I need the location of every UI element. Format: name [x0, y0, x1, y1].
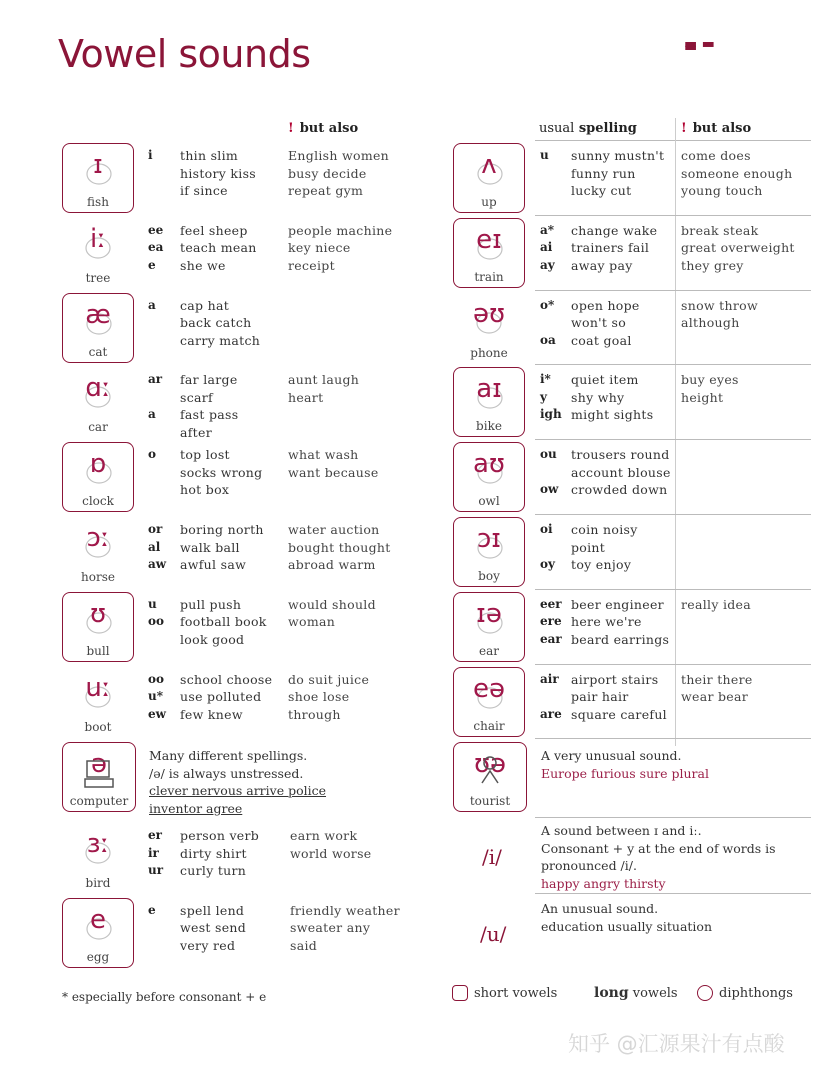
exception-line: snow throw — [681, 297, 758, 313]
spelling-pattern: ew — [148, 706, 166, 721]
example-line: history kiss — [180, 165, 257, 181]
u-short-symbol: /u/ — [480, 922, 507, 946]
exception-line: earn work — [290, 828, 358, 843]
header-text: but also — [299, 121, 359, 136]
spelling-pattern: o* — [540, 297, 555, 312]
desc-line: pronounced /i/. — [541, 858, 637, 873]
example-line: shy why — [571, 389, 625, 405]
example-words — [180, 596, 267, 649]
key-word: bike — [476, 419, 502, 434]
picture-box — [62, 367, 134, 437]
picture-box — [453, 592, 525, 662]
row-rule — [535, 215, 811, 216]
footnote: * especially before consonant + e — [62, 990, 267, 1004]
example-line: lucky cut — [571, 183, 632, 198]
phoneme-symbol: iː — [90, 223, 106, 254]
exception-line: through — [288, 706, 341, 722]
usual-spelling — [540, 147, 549, 165]
example-line: fast pass — [180, 407, 239, 423]
but-also-words — [681, 371, 739, 406]
example-line: trousers round — [571, 447, 670, 463]
phoneme-symbol: aʊ — [473, 449, 505, 480]
picture-box — [453, 293, 525, 363]
usual-spelling — [148, 827, 163, 880]
picture-box — [62, 517, 134, 587]
exception-line: would should — [288, 596, 376, 612]
phoneme-symbol: ɔː — [86, 523, 110, 553]
phoneme-symbol: ʊə — [473, 749, 507, 779]
usual-spelling — [540, 596, 562, 649]
example-line: back catch — [180, 315, 252, 331]
exception-line: world worse — [290, 845, 372, 861]
example-line: hot box — [180, 482, 230, 498]
header-usual: usual — [539, 121, 575, 136]
example-words — [180, 902, 246, 955]
desc-line: education usually situation — [541, 918, 713, 934]
exception-line: come does — [681, 148, 751, 163]
desc-line: /ə/ is always unstressed. — [149, 765, 304, 781]
usual-spelling — [148, 371, 162, 424]
example-line: quiet item — [571, 372, 639, 388]
example-words — [571, 371, 653, 424]
picture-box — [453, 742, 527, 812]
spelling-pattern: i* — [540, 372, 551, 387]
picture-box — [62, 293, 134, 363]
usual-spelling — [148, 222, 163, 275]
spelling-pattern: are — [540, 706, 562, 721]
exception-line: people machine — [288, 222, 393, 238]
example-line: trainers fail — [571, 240, 650, 256]
example-line: awful saw — [180, 557, 247, 572]
usual-spelling — [148, 596, 164, 631]
right-but-also-header — [681, 121, 751, 136]
header-text: but also — [692, 121, 752, 136]
example-words — [180, 446, 262, 499]
desc-line: Europe furious sure plural — [541, 765, 709, 781]
schwa-description — [149, 747, 326, 817]
left-but-also-header — [288, 121, 358, 136]
spelling-pattern: ou — [540, 447, 557, 462]
picture-box — [62, 667, 134, 737]
picture-box — [453, 218, 525, 288]
key-word: cat — [88, 344, 108, 359]
picture-box — [62, 823, 134, 893]
spelling-pattern: ea — [148, 240, 164, 255]
spelling-pattern: oi — [540, 522, 553, 536]
picture-box — [62, 143, 134, 213]
example-line: crowded down — [571, 482, 668, 498]
spelling-pattern — [148, 389, 162, 407]
spelling-pattern: i — [148, 148, 153, 162]
example-words — [180, 222, 257, 275]
watermark: 知乎 @汇源果汁有点酸 — [568, 1032, 785, 1056]
row-rule — [535, 514, 811, 515]
spelling-pattern: igh — [540, 407, 562, 422]
usual-spelling — [148, 297, 156, 315]
example-words — [571, 671, 667, 724]
usual-spelling — [148, 671, 166, 724]
example-line: might sights — [571, 407, 654, 423]
exception-line: aunt laugh — [288, 372, 360, 388]
example-line: school choose — [180, 671, 273, 687]
phoneme-symbol: ʌ — [481, 150, 497, 180]
key-word: horse — [81, 570, 115, 584]
short-vowel-swatch — [452, 985, 468, 1001]
phoneme-symbol: ɜː — [86, 829, 110, 859]
desc-line: inventor agree — [149, 800, 243, 816]
phoneme-symbol: ə — [91, 749, 107, 779]
row-rule — [535, 439, 811, 440]
usual-spelling — [540, 446, 558, 499]
exception-line: their there — [681, 671, 753, 687]
legend-short — [452, 985, 557, 1001]
example-line: sunny mustn't — [571, 148, 665, 163]
usual-spelling — [540, 222, 555, 275]
example-words — [571, 596, 669, 649]
picture-box — [453, 367, 525, 437]
example-line: look good — [180, 631, 245, 647]
but-also-words — [288, 371, 359, 406]
exception-line: friendly weather — [290, 902, 400, 918]
legend-long — [594, 985, 678, 1001]
column-divider — [675, 118, 676, 746]
page-number-fragment: ▬ ▬ ▬ — [684, 42, 715, 50]
example-words — [180, 147, 256, 200]
spelling-pattern — [540, 539, 555, 557]
usual-spelling — [148, 147, 153, 165]
row-rule — [535, 290, 811, 291]
usual-spelling — [148, 521, 166, 574]
exception-line: wear bear — [681, 689, 749, 705]
usual-spelling — [148, 446, 156, 464]
exception-line: receipt — [288, 257, 335, 273]
example-line: football book — [180, 614, 267, 630]
example-line: boring north — [180, 522, 264, 537]
but-also-words — [290, 902, 400, 955]
spelling-pattern — [540, 314, 556, 332]
page-title: Vowel sounds — [58, 32, 311, 76]
exception-line: buy eyes — [681, 372, 739, 388]
example-line: toy enjoy — [571, 557, 632, 572]
phoneme-symbol: e — [90, 904, 106, 935]
example-line: use polluted — [180, 689, 262, 705]
example-words — [180, 827, 259, 880]
picture-box — [453, 442, 525, 512]
phoneme-symbol: ʊ — [89, 598, 107, 629]
example-line: airport stairs — [571, 671, 659, 687]
key-word: tree — [85, 270, 111, 285]
key-word: car — [88, 420, 108, 435]
example-line: very red — [180, 937, 236, 953]
example-line: away pay — [571, 257, 633, 273]
key-word: train — [474, 269, 504, 284]
row-rule — [535, 589, 811, 590]
example-words — [180, 521, 264, 574]
example-line: spell lend — [180, 902, 245, 918]
example-words — [180, 371, 238, 441]
key-word: up — [481, 195, 497, 209]
key-word: computer — [69, 794, 129, 808]
spelling-pattern: u — [540, 148, 549, 162]
exception-line: great overweight — [681, 240, 795, 256]
spelling-pattern: y — [540, 389, 547, 404]
phoneme-symbol: æ — [85, 299, 111, 330]
row-rule — [535, 364, 811, 365]
spelling-pattern: ai — [540, 240, 553, 255]
but-also-words — [288, 222, 392, 275]
exception-line: break steak — [681, 222, 759, 238]
but-also-words — [290, 827, 372, 862]
picture-box — [453, 143, 525, 213]
spelling-pattern: al — [148, 539, 161, 554]
key-word: tourist — [469, 794, 511, 808]
desc-line: happy angry thirsty — [541, 875, 666, 891]
row-rule — [535, 817, 811, 818]
but-also-words — [288, 596, 376, 631]
usual-spelling — [540, 297, 556, 350]
legend-label-bold: long — [594, 985, 629, 1001]
key-word: ear — [479, 643, 499, 658]
example-line: carry match — [180, 332, 261, 348]
spelling-pattern — [540, 464, 558, 482]
key-word: boot — [84, 719, 112, 734]
spelling-pattern: air — [540, 671, 559, 686]
example-line: pair hair — [571, 689, 629, 705]
picture-box — [453, 517, 525, 587]
example-line: scarf — [180, 389, 213, 405]
legend-label: short vowels — [474, 985, 558, 1001]
example-line: socks wrong — [180, 464, 263, 480]
spelling-pattern: e — [148, 257, 156, 272]
usual-spelling — [540, 521, 555, 574]
exception-line: sweater any — [290, 920, 371, 936]
exception-line: really idea — [681, 596, 752, 612]
phoneme-symbol: aɪ — [476, 374, 502, 405]
spelling-pattern: ay — [540, 257, 555, 272]
example-line: beard earrings — [571, 631, 670, 647]
example-line: she we — [180, 257, 226, 273]
example-line: curly turn — [180, 863, 247, 878]
example-words — [571, 521, 638, 574]
example-line: square careful — [571, 706, 667, 722]
bang-mark: ! — [288, 121, 294, 136]
desc-line: clever nervous arrive police — [149, 783, 327, 798]
phoneme-symbol: eɪ — [476, 224, 502, 255]
exception-line: want because — [288, 464, 379, 480]
spelling-pattern: ere — [540, 614, 562, 629]
i-short-symbol: /i/ — [482, 845, 502, 869]
desc-line: Consonant + y at the end of words is — [541, 840, 776, 856]
phoneme-symbol: əʊ — [472, 298, 506, 329]
desc-line: A very unusual sound. — [541, 748, 682, 763]
exception-line: busy decide — [288, 165, 367, 181]
picture-box — [62, 592, 134, 662]
key-word: bull — [86, 643, 110, 658]
spelling-pattern: er — [148, 828, 162, 842]
exception-line: do suit juice — [288, 671, 370, 687]
exception-line: height — [681, 389, 724, 405]
spelling-pattern: oy — [540, 557, 555, 571]
header-spelling: spelling — [578, 121, 637, 136]
example-line: coin noisy — [571, 522, 638, 537]
exception-line: shoe lose — [288, 689, 350, 705]
example-words — [571, 446, 671, 499]
spelling-pattern: eer — [540, 596, 562, 611]
example-line: cap hat — [180, 297, 230, 313]
exception-line: woman — [288, 614, 336, 630]
bang-mark: ! — [681, 121, 687, 136]
phoneme-symbol: ɒ — [89, 449, 107, 480]
example-words — [180, 671, 272, 724]
example-line: thin slim — [180, 148, 239, 163]
but-also-words — [681, 147, 792, 200]
desc-line: An unusual sound. — [541, 901, 659, 916]
usual-spelling — [540, 671, 562, 724]
example-line: west send — [180, 920, 247, 936]
example-line: few knew — [180, 706, 243, 722]
phoneme-symbol: ɪə — [476, 598, 502, 629]
but-also-words — [288, 521, 391, 574]
spelling-pattern: ee — [148, 222, 164, 237]
picture-box — [62, 742, 136, 812]
example-line: walk ball — [180, 539, 240, 555]
spelling-pattern: a — [148, 297, 156, 312]
but-also-words — [681, 222, 795, 275]
key-word: boy — [478, 569, 500, 583]
exception-line: although — [681, 315, 740, 331]
spelling-pattern: or — [148, 522, 163, 536]
spelling-pattern: e — [148, 902, 156, 917]
example-line: top lost — [180, 447, 230, 463]
key-word: phone — [470, 345, 508, 360]
usual-spelling — [148, 902, 156, 920]
spelling-pattern: o — [148, 447, 157, 462]
spelling-pattern: aw — [148, 557, 167, 571]
example-words — [571, 222, 657, 275]
phoneme-symbol: uː — [85, 672, 111, 703]
spelling-pattern: a — [148, 407, 156, 422]
exception-line: bought thought — [288, 539, 391, 555]
key-word: owl — [478, 494, 500, 509]
spelling-pattern: oa — [540, 332, 556, 347]
desc-line: A sound between ɪ and iː. — [541, 823, 702, 838]
example-line: funny run — [571, 165, 636, 181]
tourist-icon — [472, 753, 508, 787]
exception-line: repeat gym — [288, 183, 364, 198]
key-word: clock — [82, 494, 114, 509]
row-rule — [535, 664, 811, 665]
but-also-words — [288, 446, 379, 481]
spelling-pattern: u* — [148, 689, 163, 704]
phoneme-symbol: eə — [473, 673, 505, 704]
key-word: bird — [85, 876, 111, 890]
example-line: beer engineer — [571, 596, 664, 612]
exception-line: young touch — [681, 183, 763, 198]
picture-box — [62, 442, 134, 512]
u-short-description — [541, 900, 712, 935]
phoneme-symbol: ɔɪ — [477, 524, 501, 554]
but-also-words — [288, 147, 389, 200]
example-line: here we're — [571, 614, 642, 630]
key-word: fish — [87, 195, 109, 209]
example-line: dirty shirt — [180, 845, 247, 861]
example-line: change wake — [571, 222, 658, 238]
usual-spelling — [540, 371, 562, 424]
spelling-pattern: u — [148, 596, 157, 611]
example-line: coat goal — [571, 332, 632, 348]
but-also-words — [681, 671, 753, 706]
example-line: far large — [180, 372, 238, 388]
picture-box — [62, 218, 134, 288]
example-words — [180, 297, 260, 350]
exception-line: what wash — [288, 447, 359, 463]
spelling-pattern — [540, 688, 562, 706]
spelling-pattern: ur — [148, 863, 164, 877]
exception-line: said — [290, 937, 318, 953]
example-line: feel sheep — [180, 222, 248, 238]
spelling-pattern: a* — [540, 222, 555, 237]
legend-label: vowels — [632, 985, 678, 1001]
example-line: won't so — [571, 315, 627, 331]
key-word: egg — [86, 949, 110, 964]
exception-line: heart — [288, 389, 324, 405]
exception-line: key niece — [288, 240, 351, 256]
row-rule — [535, 738, 811, 739]
example-line: pull push — [180, 596, 242, 612]
but-also-words — [681, 297, 758, 332]
spelling-pattern: oo — [148, 614, 165, 629]
phoneme-symbol: ɪ — [93, 150, 103, 180]
spelling-pattern: ow — [540, 482, 559, 497]
exception-line: abroad warm — [288, 557, 376, 572]
exception-line: English women — [288, 148, 390, 163]
example-line: if since — [180, 183, 228, 198]
picture-box — [453, 667, 525, 737]
key-word: chair — [473, 718, 505, 733]
example-words — [571, 297, 640, 350]
i-short-description — [541, 822, 776, 892]
picture-box — [62, 898, 134, 968]
example-line: person verb — [180, 828, 260, 843]
header-rule — [535, 140, 811, 141]
spelling-pattern: ar — [148, 372, 163, 387]
legend-label: diphthongs — [719, 985, 793, 1001]
computer-icon — [81, 757, 117, 791]
usual-spelling-header — [539, 121, 637, 136]
example-line: after — [180, 424, 212, 440]
exception-line: someone enough — [681, 165, 793, 181]
exception-line: they grey — [681, 257, 744, 273]
row-rule — [535, 893, 811, 894]
exception-line: water auction — [288, 522, 380, 537]
example-line: point — [571, 539, 606, 555]
legend-diphthongs — [697, 985, 793, 1001]
diphthong-swatch — [697, 985, 713, 1001]
but-also-words — [288, 671, 369, 724]
spelling-pattern: ir — [148, 845, 159, 860]
but-also-words — [681, 596, 751, 614]
example-line: teach mean — [180, 240, 257, 256]
spelling-pattern: ear — [540, 631, 562, 646]
example-words — [571, 147, 664, 200]
desc-line: Many different spellings. — [149, 748, 308, 763]
example-line: open hope — [571, 297, 640, 313]
phoneme-symbol: ɑː — [85, 373, 111, 404]
spelling-pattern: oo — [148, 671, 165, 686]
example-line: account blouse — [571, 464, 671, 480]
tourist-description — [541, 747, 709, 782]
